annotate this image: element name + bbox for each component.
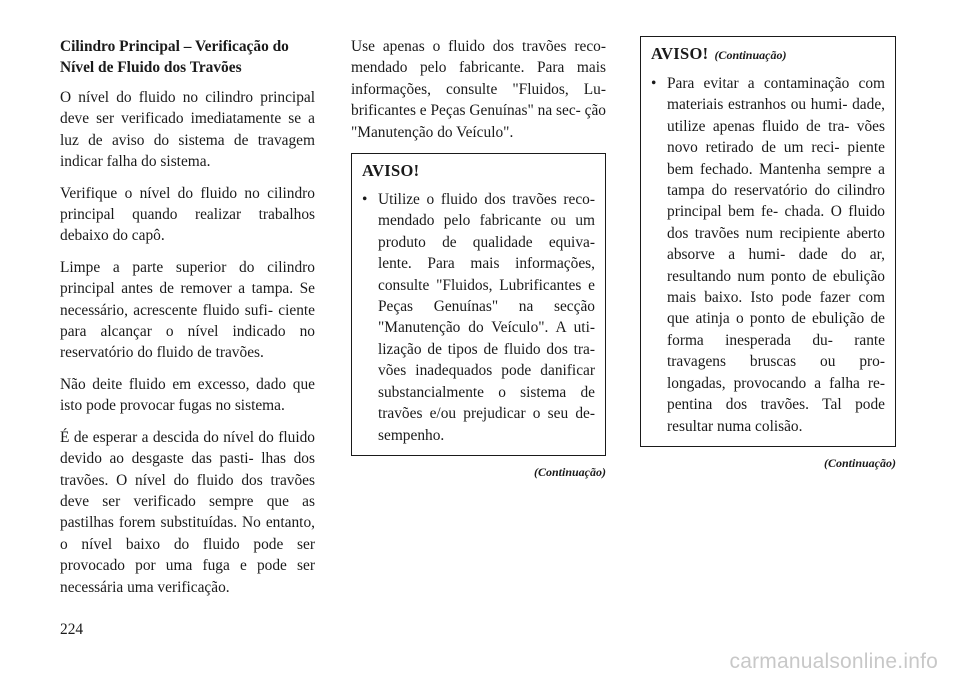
bullet-icon: • [362, 191, 368, 209]
warning-text: Para evitar a contaminação com materiais estranhos ou humi- dade, utilize apenas fluido de tra- vões novo retirado de um reci- piente bem fechado. Mantenha sempre a tampa do reservatório do cilindro principal bem fe- chada. O fluido dos travões num recipiente aberto absorve a humi- dade do ar, resultando num ponto de ebulição mais baixo. Isto pode fazer com que atinja o ponto de ebulição de forma inesperada du- rante travagens bruscas ou pro- longadas, provocando a falha re- pentina dos travões. Tal pode resultar numa colisão. [667, 75, 885, 435]
warning-bullet-item [651, 73, 885, 437]
paragraph: Limpe a parte superior do cilindro principal antes de remover a tampa. Se necessário, acrescente fluido sufi- ciente para alcançar o nível indicado no reservatório do fluido de travões. [60, 258, 315, 362]
paragraph: Verifique o nível do fluido no cilindro principal quando realizar trabalhos debaixo do capô. [60, 184, 315, 245]
warning-title-text: AVISO! [362, 161, 420, 181]
warning-title [651, 44, 885, 65]
continued-note: (Continuação) [533, 464, 606, 479]
warning-text: Utilize o fluido dos travões reco- mendado pelo fabricante ou um produto de qualidade equiva- lente. Para mais informações, consulte "Fluidos, Lubrificantes e Peças Genuínas" na secção "Manutenção do Veículo". A uti- lização de tipos de fluido dos tra- vões inadequados pode danificar substancialmente o sistema de travões e/ou prejudicar o seu de- sempenho. [378, 191, 595, 444]
column-right [640, 36, 896, 474]
intro-paragraph: Use apenas o fluido dos travões reco- mendado pelo fabricante. Para mais informações, consulte "Fluidos, Lu- brificantes e Peças Genuínas" na sec- ção "Manutenção do Veículo". [351, 38, 606, 141]
paragraph: Não deite fluido em excesso, dado que isto pode provocar fugas no sistema. [60, 375, 315, 415]
paragraph: É de esperar a descida do nível do fluido devido ao desgaste das pasti- lhas dos travões. O nível do fluido dos travões deve ser verificado sempre que as pastilhas forem substituídas. No entanto, o nível baixo do fluido pode ser provocado por uma fuga e pode ser necessária uma verificação. [60, 428, 315, 596]
column-left [60, 36, 315, 608]
warning-title-text: AVISO! [651, 44, 709, 63]
page-number: 224 [60, 621, 84, 638]
continued-note: (Continuação) [823, 455, 896, 470]
warning-box-continued [640, 36, 896, 447]
section-heading: Cilindro Principal – Verificação do Nível de Fluido dos Travões [60, 38, 289, 76]
bullet-icon: • [651, 75, 657, 92]
paragraph: O nível do fluido no cilindro principal deve ser verificado imediatamente se a luz de aviso do sistema de travagem indicar falha do sistema. [60, 89, 315, 171]
column-middle [351, 36, 606, 483]
watermark-text: carmanualsonline.info [729, 650, 938, 673]
warning-bullet-item [362, 189, 595, 446]
warning-box [351, 153, 606, 456]
warning-title [362, 161, 595, 181]
warning-title-continued-note: (Continuação) [714, 48, 787, 62]
